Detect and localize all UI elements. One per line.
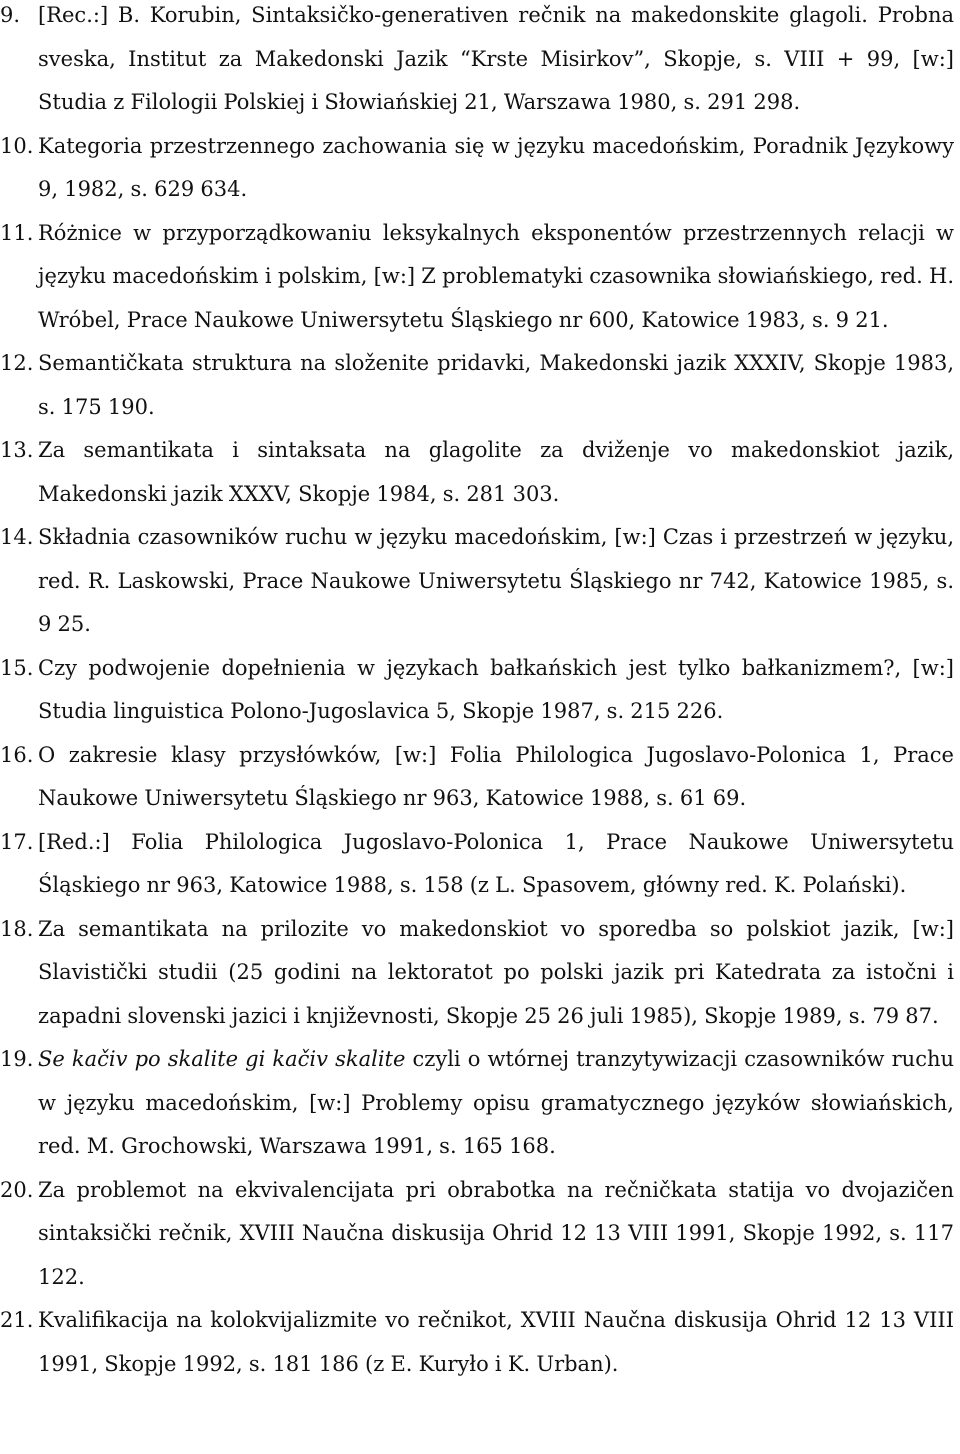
entry-text: Za semantikata na prilozite vo makedonskiot vo sporedba so polskiot jazik, [w:] Slavistički studii (25 godini na lektoratot po polski jazik pri Katedrata za istočni i zapadni slovenski jazici i književnosti, Skopje 25 26 juli 1985), Skopje 1989, s. 79 87. — [38, 916, 954, 1028]
entry-text: Za semantikata i sintaksata na glagolite za dviženje vo makedonskiot jazik, Makedonski jazik XXXV, Skopje 1984, s. 281 303. — [38, 438, 954, 506]
entry-number: 14. — [0, 525, 34, 549]
bibliography-entry — [0, 734, 954, 821]
entry-text: [Rec.:] B. Korubin, Sintaksičko-generativen rečnik na makedonskite glagoli. Probna sveska, Institut za Makedonski Jazik “Krste Misirkov”, Skopje, s. VIII + 99, [w:] Studia z Filologii Polskiej i Słowiańskiej 21, Warszawa 1980, s. 291 298. — [38, 3, 954, 114]
bibliography-entry — [0, 212, 954, 343]
bibliography-entry — [0, 516, 954, 647]
entry-number: 11. — [0, 220, 34, 245]
entry-text: czyli o wtórnej tranzytywizacji czasowników ruchu w języku macedońskim, [w:] Problemy opisu gramatycznego języków słowiańskich, red. M. Grochowski, Warszawa 1991, s. 165 168. — [38, 1047, 954, 1158]
bibliography-entry — [0, 1299, 954, 1386]
entry-number: 12. — [0, 351, 34, 375]
entry-number: 10. — [0, 133, 34, 158]
entry-text: O zakresie klasy przysłówków, [w:] Folia Philologica Jugoslavo-Polonica 1, Prace Naukowe Uniwersytetu Śląskiego nr 963, Katowice 1988, s. 61 69. — [38, 742, 954, 810]
entry-number: 13. — [0, 438, 34, 462]
entry-number: 20. — [0, 1177, 34, 1202]
bibliography-entry — [0, 821, 954, 908]
bibliography-entry — [0, 647, 954, 734]
entry-text: [Red.:] Folia Philologica Jugoslavo-Polonica 1, Prace Naukowe Uniwersytetu Śląskiego nr 963, Katowice 1988, s. 158 (z L. Spasovem, główny red. K. Polański). — [38, 829, 954, 897]
entry-number: 16. — [0, 742, 34, 767]
entry-text-wrapper — [38, 1038, 954, 1169]
entry-text: Składnia czasowników ruchu w języku macedońskim, [w:] Czas i przestrzeń w języku, red. R. Laskowski, Prace Naukowe Uniwersytetu Śląskiego nr 742, Katowice 1985, s. 9 25. — [38, 525, 954, 636]
entry-number: 21. — [0, 1308, 34, 1332]
entry-number: 18. — [0, 916, 34, 941]
entry-text: Czy podwojenie dopełnienia w językach bałkańskich jest tylko bałkanizmem?, [w:] Studia linguistica Polono-Jugoslavica 5, Skopje 1987, s. 215 226. — [38, 655, 954, 723]
bibliography-entry — [0, 342, 954, 429]
entry-text: Różnice w przyporządkowaniu leksykalnych eksponentów przestrzennych relacji w języku macedońskim i polskim, [w:] Z problematyki czasownika słowiańskiego, red. H. Wróbel, Prace Naukowe Uniwersytetu Śląskiego nr 600, Katowice 1983, s. 9 21. — [38, 220, 954, 332]
entry-number: 9. — [0, 3, 21, 27]
entry-number: 19. — [0, 1047, 34, 1071]
bibliography-entry — [0, 908, 954, 1039]
bibliography-entry — [0, 1038, 954, 1169]
bibliography-entry — [0, 1169, 954, 1300]
entry-text: Semantičkata struktura na složenite pridavki, Makedonski jazik XXXIV, Skopje 1983, s. 175 190. — [38, 351, 954, 419]
bibliography-entry — [0, 125, 954, 212]
entry-text: Kvalifikacija na kolokvijalizmite vo rečnikot, XVIII Naučna diskusija Ohrid 12 13 VIII 1991, Skopje 1992, s. 181 186 (z E. Kuryło i K. Urban). — [38, 1308, 954, 1376]
bibliography-entry — [0, 0, 954, 125]
entry-number: 15. — [0, 655, 34, 680]
bibliography-entry — [0, 429, 954, 516]
entry-italic-title: Se kačiv po skalite gi kačiv skalite — [38, 1047, 406, 1071]
entry-number: 17. — [0, 829, 34, 854]
entry-text: Za problemot na ekvivalencijata pri obrabotka na rečničkata statija vo dvojazičen sintaksički rečnik, XVIII Naučna diskusija Ohrid 12 13 VIII 1991, Skopje 1992, s. 117 122. — [38, 1177, 954, 1289]
entry-text: Kategoria przestrzennego zachowania się w języku macedońskim, Poradnik Językowy 9, 1982, s. 629 634. — [38, 133, 954, 201]
